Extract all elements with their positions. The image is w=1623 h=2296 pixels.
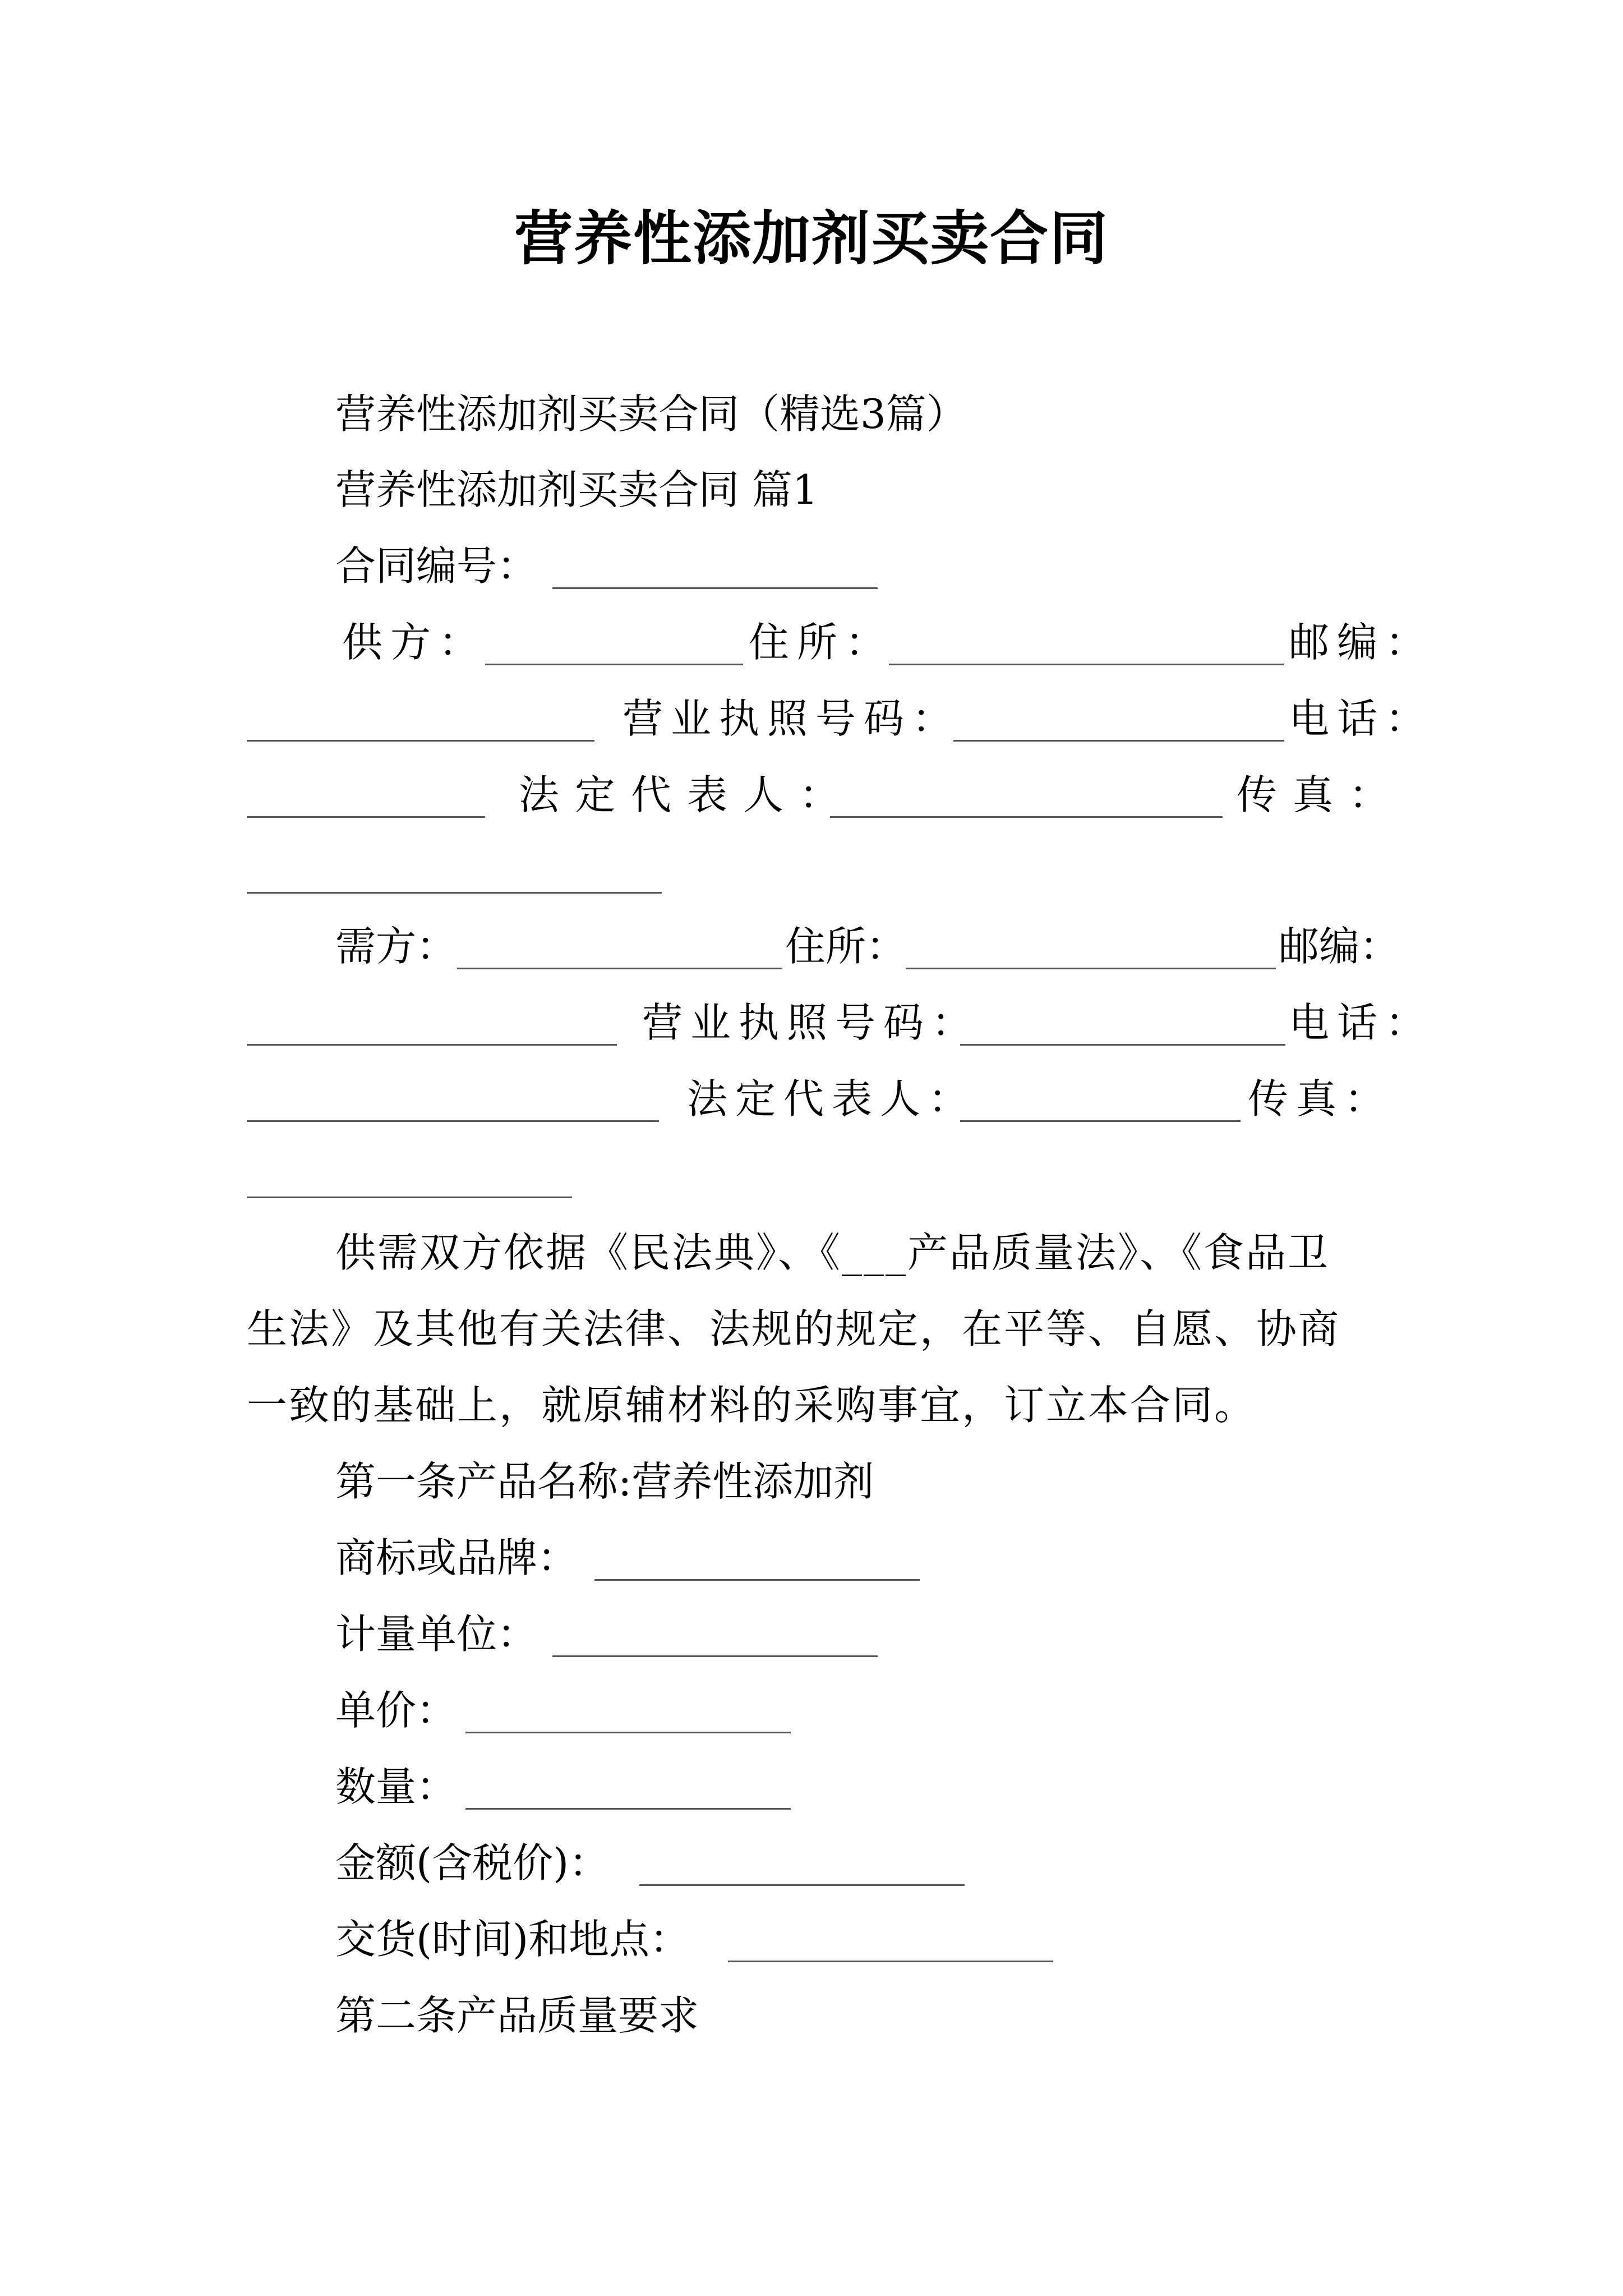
buyer-fax-blank: [247, 1197, 572, 1198]
supplier-license-blank: [953, 740, 1284, 742]
supplier-postcode-label: 邮编：: [1289, 619, 1434, 666]
supplier-rep-label: 法定代表人：: [519, 771, 856, 818]
supplier-fax-label: 传真：: [1237, 771, 1405, 818]
supplier-postcode-blank: [247, 740, 594, 742]
part-heading: 营养性添加剂买卖合同 篇1: [335, 466, 818, 513]
buyer-address-label: 住所：: [785, 923, 907, 970]
supplier-label: 供方：: [342, 619, 487, 666]
buyer-phone-label: 电话：: [1289, 999, 1434, 1046]
document-title: 营养性添加剂买卖合同: [514, 204, 1109, 273]
unit-label: 计量单位：: [335, 1611, 538, 1658]
quantity-blank: [465, 1808, 791, 1810]
amount-blank: [639, 1884, 965, 1886]
supplier-address-blank: [889, 664, 1284, 665]
supplier-phone-blank: [247, 816, 485, 818]
buyer-rep-blank: [960, 1120, 1241, 1122]
trademark-blank: [594, 1579, 920, 1581]
supplier-rep-blank: [830, 816, 1223, 818]
buyer-license-blank: [960, 1044, 1285, 1046]
buyer-address-blank: [906, 968, 1276, 969]
quantity-label: 数量：: [335, 1763, 457, 1810]
delivery-blank: [728, 1961, 1053, 1962]
intro-line-2: 生法》及其他有关法律、法规的规定，在平等、自愿、协商: [247, 1305, 1341, 1352]
buyer-label: 需方：: [335, 923, 457, 970]
buyer-phone-blank: [247, 1120, 659, 1122]
article-1-heading: 第一条产品名称:营养性添加剂: [335, 1458, 874, 1505]
article-2-heading: 第二条产品质量要求: [335, 1992, 699, 2039]
amount-label: 金额(含税价)：: [335, 1839, 610, 1887]
price-label: 单价：: [335, 1687, 457, 1734]
document-subtitle: 营养性添加剂买卖合同（精选3篇）: [335, 390, 967, 438]
supplier-license-label: 营业执照号码：: [623, 695, 961, 742]
delivery-label: 交货(时间)和地点：: [335, 1916, 690, 1963]
buyer-rep-label: 法定代表人：: [687, 1075, 977, 1122]
intro-line-3: 一致的基础上，就原辅材料的采购事宜，订立本合同。: [247, 1382, 1257, 1429]
buyer-name-blank: [457, 968, 782, 969]
buyer-license-label: 营业执照号码：: [642, 999, 980, 1046]
buyer-postcode-blank: [247, 1044, 617, 1046]
intro-line-1: 供需双方依据《民法典》、《___产品质量法》、《食品卫: [335, 1229, 1330, 1276]
supplier-fax-blank: [247, 892, 662, 894]
supplier-address-label: 住所：: [749, 619, 894, 666]
supplier-phone-label: 电话：: [1289, 695, 1434, 742]
buyer-fax-label: 传真：: [1248, 1075, 1393, 1122]
contract-no-blank: [552, 587, 878, 589]
price-blank: [465, 1732, 791, 1733]
buyer-postcode-label: 邮编：: [1279, 923, 1400, 970]
trademark-label: 商标或品牌：: [335, 1534, 578, 1581]
supplier-name-blank: [485, 664, 743, 665]
contract-no-label: 合同编号：: [335, 542, 538, 590]
unit-blank: [552, 1655, 878, 1657]
